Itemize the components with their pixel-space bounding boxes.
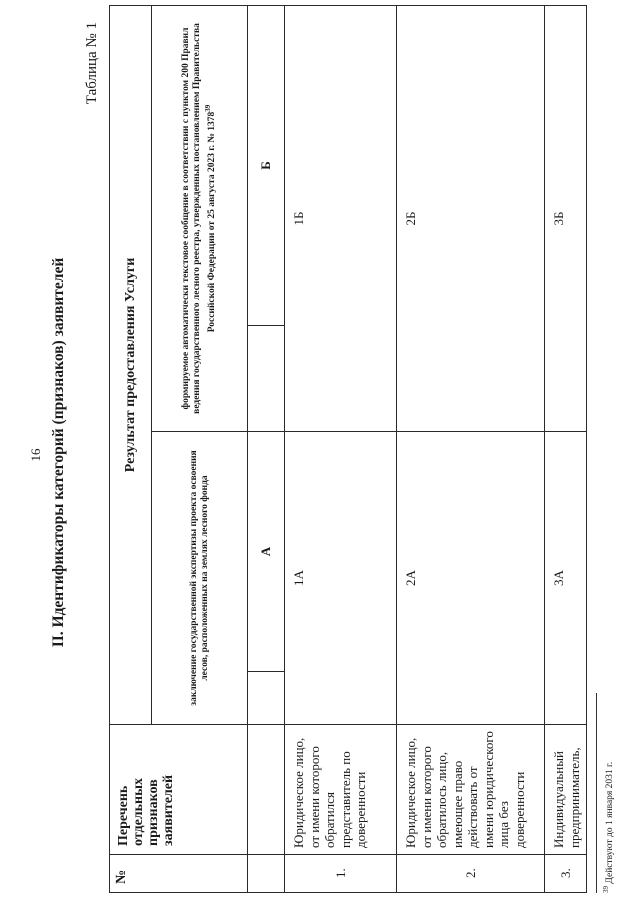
code-row-empty-b-left [248,326,285,432]
table-row [545,5,587,892]
header-result-a: заключение государственной экспертизы проекта освоения лесов, расположенных на землях лесного фонда [152,432,248,725]
header-result-b-text: формируемое автоматически текстовое сообщение в соответствии с пунктом 200 Правил ведения государственного лесного реестра, утвержденных постановлением Правительства Российской Федерации от 25 августа 2023 г. № 1378 [180,23,218,414]
footnote [602,762,615,893]
code-row-empty-a-left [248,672,285,725]
row-code-a: 3А [545,432,587,725]
header-applicant-features: Перечень отдельных признаков заявителей [110,725,248,855]
table-row [285,5,397,892]
footnote-text: Действуют до 1 января 2031 г. [605,761,616,884]
row-number: 3. [545,855,587,893]
table-label: Таблица № 1 [84,22,100,105]
row-applicant-description: Юридическое лицо, от имени которого обратился представитель по доверенности [285,725,397,855]
row-code-b: 3Б [545,5,587,431]
row-code-a: 1А [285,432,397,725]
row-code-b: 2Б [397,5,545,431]
footnote-divider [596,693,597,893]
row-applicant-description: Юридическое лицо, от имени которого обратилось лицо, имеющее право действовать от имени юридического лица без доверенности [397,725,545,855]
row-number: 1. [285,855,397,893]
row-number: 2. [397,855,545,893]
code-row-empty-num [248,855,285,893]
section-title: II. Идентификаторы категорий (признаков) заявителей [50,257,67,648]
column-code-a: А [248,432,285,672]
code-row [248,5,285,892]
column-code-b: Б [248,5,285,325]
row-code-b: 1Б [285,5,397,431]
header-result-b-footnote-ref: 39 [203,104,212,112]
header-service-result: Результат предоставления Услуги [110,5,152,724]
header-number: № [110,855,248,893]
page-number: 16 [28,448,43,462]
applicant-identifiers-table [109,5,587,893]
code-row-empty-list [248,725,285,855]
header-result-b [152,5,248,431]
row-applicant-description: Индивидуальный предприниматель, [545,725,587,855]
header-row-main [110,5,152,892]
table-row [397,5,545,892]
footnote-marker: 39 [602,886,610,893]
row-code-a: 2А [397,432,545,725]
